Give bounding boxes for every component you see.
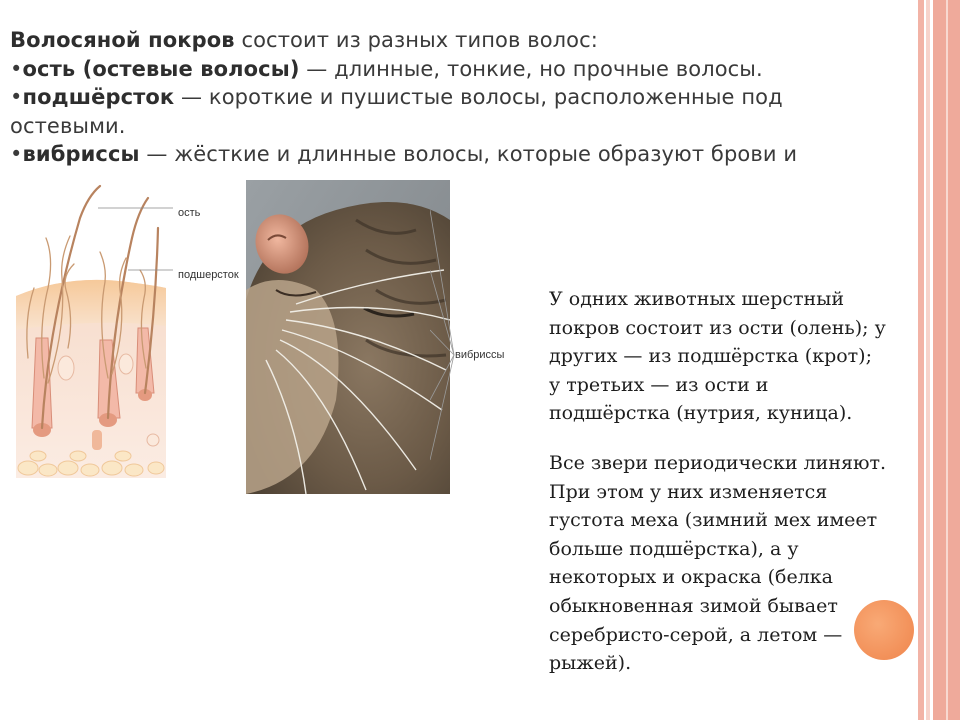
intro-bold: Волосяной покров	[10, 28, 235, 52]
label-vibrissy: вибриссы	[455, 349, 505, 361]
term-vibrissy: вибриссы	[22, 142, 140, 166]
text-line: У одних животных шерстный	[549, 288, 844, 310]
text-line: При этом у них изменяется	[549, 480, 828, 503]
item-podsherstok	[10, 83, 910, 112]
label-ost: ость	[178, 207, 201, 219]
text-line: покров состоит из ости (олень); у	[549, 316, 886, 339]
term-ost: ость (остевые волосы)	[22, 56, 300, 81]
desc-podsherstok-cont: остевыми.	[10, 113, 126, 138]
decor-circle	[854, 600, 914, 660]
intro-line	[10, 26, 910, 55]
term-podsherstok: подшёрсток	[22, 85, 175, 109]
bullet: •	[10, 56, 23, 81]
text-line: серебристо-серой, а летом —	[549, 623, 843, 646]
text-line: других — из подшёрстка (крот);	[549, 345, 872, 368]
text-line: обыкновенная зимой бывает	[549, 594, 838, 617]
bullet: •	[10, 85, 23, 109]
text-line: у третьих — из ости и	[549, 373, 769, 396]
text-line: некоторых и окраска (белка	[549, 566, 833, 589]
label-podsherstok: подшерсток	[178, 269, 239, 281]
text-line: больше подшёрстка), а у	[549, 537, 799, 560]
text-line: подшёрстка (нутрия, куница).	[549, 402, 853, 425]
vibrissae-callout-lines	[430, 180, 490, 494]
desc-ost: — длинные, тонкие, но прочные волосы.	[299, 56, 763, 81]
paragraph-fur-types	[549, 285, 929, 428]
decor-stripe	[946, 0, 948, 720]
desc-vibrissy: — жёсткие и длинные волосы, которые образуют брови и	[139, 142, 798, 166]
desc-podsherstok: — короткие и пушистые волосы, расположенные под	[174, 85, 783, 109]
hair-types-text	[10, 26, 910, 169]
cat-face-photo	[246, 180, 450, 494]
item-ost	[10, 55, 910, 84]
bullet: •	[10, 142, 23, 166]
item-vibrissy	[10, 140, 910, 169]
intro-text: состоит из разных типов волос:	[234, 28, 598, 52]
item-podsherstok-cont	[10, 112, 910, 141]
text-line: густота меха (зимний мех имеет	[549, 509, 878, 532]
text-line: рыжей).	[549, 652, 632, 675]
text-line: Все звери периодически линяют.	[549, 451, 887, 474]
hair-follicle-diagram	[8, 178, 248, 488]
